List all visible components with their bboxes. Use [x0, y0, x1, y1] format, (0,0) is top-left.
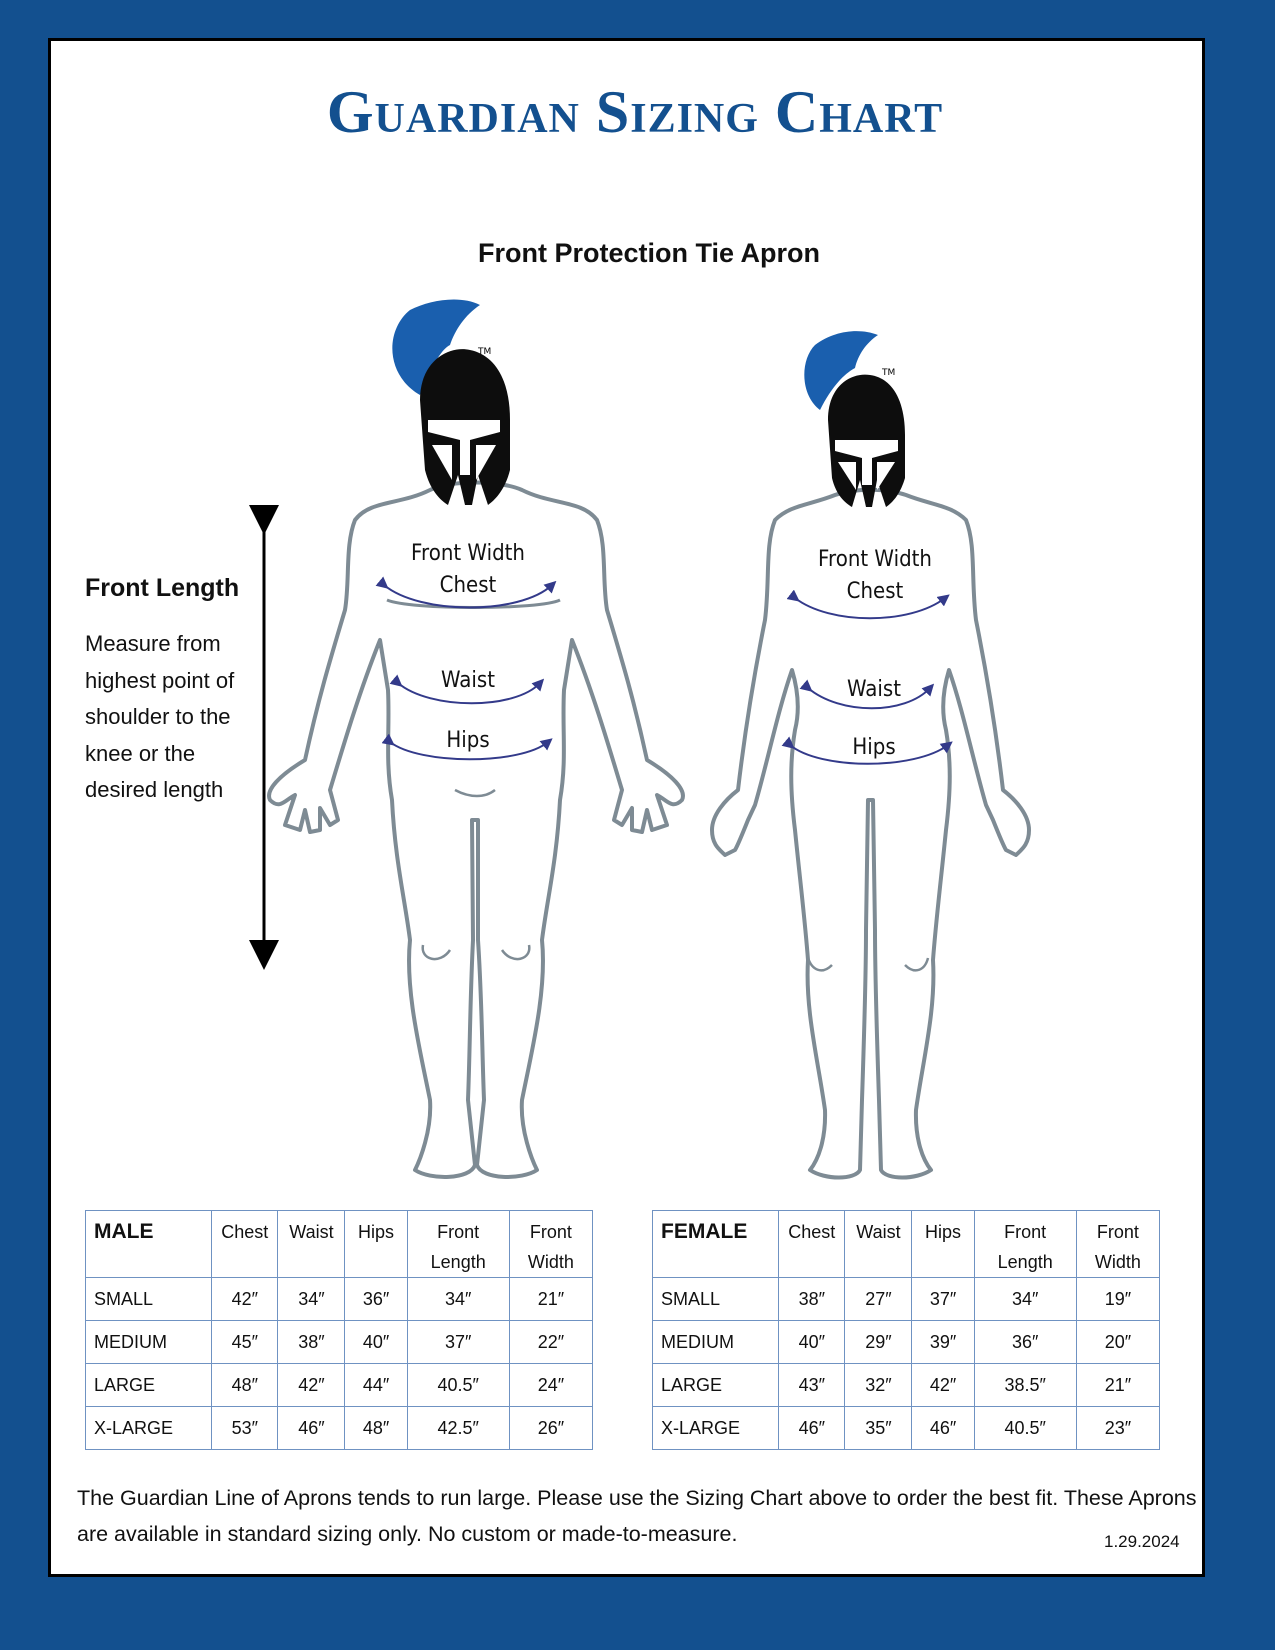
- table-row: [653, 1321, 1160, 1364]
- page-subtitle: Front Protection Tie Apron: [478, 238, 820, 268]
- value-cell: 34″: [278, 1278, 345, 1321]
- size-cell: LARGE: [653, 1364, 779, 1407]
- size-cell: SMALL: [653, 1278, 779, 1321]
- value-cell: 29″: [845, 1321, 912, 1364]
- value-cell: 32″: [845, 1364, 912, 1407]
- male-header-hips: Hips: [345, 1211, 407, 1278]
- value-cell: 36″: [345, 1278, 407, 1321]
- value-cell: 42″: [912, 1364, 974, 1407]
- value-cell: 43″: [779, 1364, 845, 1407]
- male-hips-label: Hips: [446, 728, 490, 753]
- value-cell: 23″: [1076, 1407, 1159, 1450]
- table-row: [653, 1407, 1160, 1450]
- value-cell: 53″: [212, 1407, 278, 1450]
- front-length-instructions: Measure from highest point of shoulder to the knee or the desired length: [85, 631, 235, 802]
- value-cell: 46″: [779, 1407, 845, 1450]
- size-cell: MEDIUM: [86, 1321, 212, 1364]
- value-cell: 24″: [509, 1364, 592, 1407]
- value-cell: 36″: [974, 1321, 1076, 1364]
- size-cell: SMALL: [86, 1278, 212, 1321]
- value-cell: 21″: [509, 1278, 592, 1321]
- female-chest-text: Chest: [846, 579, 904, 604]
- female-header-chest: Chest: [779, 1211, 845, 1278]
- male-tm-mark: TM: [478, 347, 492, 357]
- value-cell: 26″: [509, 1407, 592, 1450]
- value-cell: 42″: [212, 1278, 278, 1321]
- male-header-waist: Waist: [278, 1211, 345, 1278]
- value-cell: 48″: [345, 1407, 407, 1450]
- value-cell: 20″: [1076, 1321, 1159, 1364]
- size-cell: X-LARGE: [86, 1407, 212, 1450]
- fit-note: The Guardian Line of Aprons tends to run large. Please use the Sizing Chart above to order the best fit. These Aprons are available in standard sizing only. No custom or made-to-measure.: [77, 1486, 1197, 1546]
- value-cell: 34″: [974, 1278, 1076, 1321]
- value-cell: 22″: [509, 1321, 592, 1364]
- male-waist-label: Waist: [440, 668, 496, 693]
- revision-date: 1.29.2024: [1104, 1532, 1180, 1551]
- table-row: [86, 1364, 593, 1407]
- table-row: [653, 1364, 1160, 1407]
- size-cell: MEDIUM: [653, 1321, 779, 1364]
- value-cell: 40″: [345, 1321, 407, 1364]
- size-cell: LARGE: [86, 1364, 212, 1407]
- value-cell: 44″: [345, 1364, 407, 1407]
- value-cell: 19″: [1076, 1278, 1159, 1321]
- value-cell: 40″: [779, 1321, 845, 1364]
- table-row: [86, 1407, 593, 1450]
- value-cell: 42″: [278, 1364, 345, 1407]
- male-header-front-length: Front Length: [407, 1211, 509, 1278]
- table-row: [653, 1278, 1160, 1321]
- male-table-header: [86, 1211, 593, 1278]
- female-tm-mark: TM: [882, 368, 896, 378]
- value-cell: 40.5″: [974, 1407, 1076, 1450]
- value-cell: 45″: [212, 1321, 278, 1364]
- male-chest-label: [396, 538, 540, 602]
- female-header-hips: Hips: [912, 1211, 974, 1278]
- female-waist-label: Waist: [846, 677, 902, 702]
- value-cell: 21″: [1076, 1364, 1159, 1407]
- value-cell: 48″: [212, 1364, 278, 1407]
- female-front-width-text: Front Width: [818, 547, 932, 572]
- female-header-front-length: Front Length: [974, 1211, 1076, 1278]
- table-row: [86, 1321, 593, 1364]
- value-cell: 37″: [912, 1278, 974, 1321]
- female-chest-label: [803, 544, 947, 608]
- value-cell: 38″: [278, 1321, 345, 1364]
- value-cell: 34″: [407, 1278, 509, 1321]
- male-chest-text: Chest: [439, 573, 497, 598]
- male-table-label: MALE: [86, 1211, 212, 1278]
- male-front-width-text: Front Width: [411, 541, 525, 566]
- male-header-front-width: Front Width: [509, 1211, 592, 1278]
- value-cell: 39″: [912, 1321, 974, 1364]
- table-row: [86, 1278, 593, 1321]
- value-cell: 38″: [779, 1278, 845, 1321]
- value-cell: 35″: [845, 1407, 912, 1450]
- value-cell: 46″: [912, 1407, 974, 1450]
- female-header-waist: Waist: [845, 1211, 912, 1278]
- female-table-header: [653, 1211, 1160, 1278]
- male-size-table: [85, 1210, 593, 1450]
- value-cell: 46″: [278, 1407, 345, 1450]
- value-cell: 40.5″: [407, 1364, 509, 1407]
- size-cell: X-LARGE: [653, 1407, 779, 1450]
- female-header-front-width: Front Width: [1076, 1211, 1159, 1278]
- female-table-label: FEMALE: [653, 1211, 779, 1278]
- female-hips-label: Hips: [852, 735, 896, 760]
- male-header-chest: Chest: [212, 1211, 278, 1278]
- value-cell: 38.5″: [974, 1364, 1076, 1407]
- value-cell: 27″: [845, 1278, 912, 1321]
- female-size-table: [652, 1210, 1160, 1450]
- male-helmet-logo: [392, 300, 510, 505]
- value-cell: 42.5″: [407, 1407, 509, 1450]
- page-title: Guardian Sizing Chart: [326, 79, 944, 145]
- front-length-heading: Front Length: [85, 574, 240, 602]
- value-cell: 37″: [407, 1321, 509, 1364]
- female-helmet-logo: [804, 331, 905, 507]
